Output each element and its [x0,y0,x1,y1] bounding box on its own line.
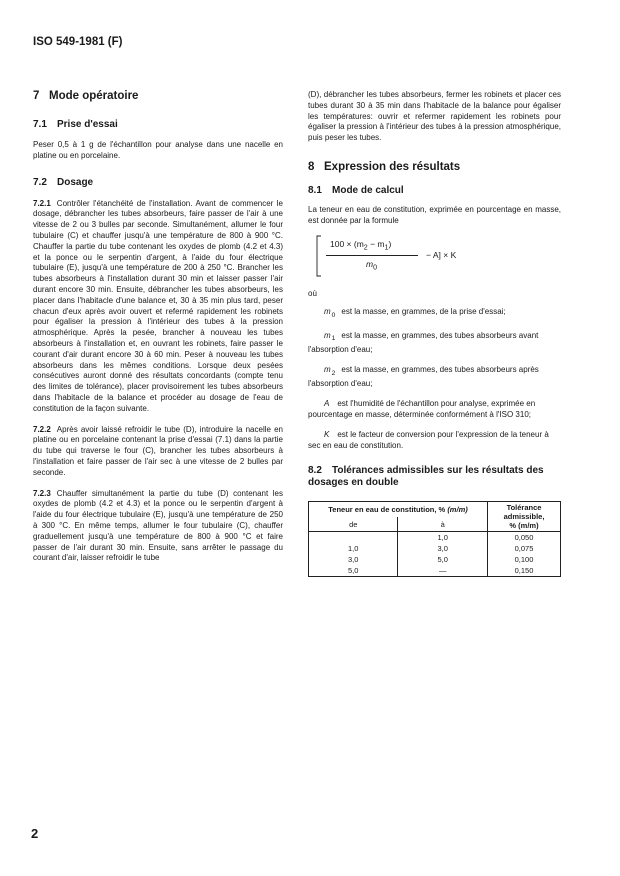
document-code: ISO 549-1981 (F) [33,36,123,48]
section-number: 8 [308,160,315,173]
formula-bracket-left [316,235,322,277]
section-8-2-heading [308,465,561,489]
section-title: Mode opératoire [49,90,139,102]
left-column [33,90,283,564]
section-number: 7.2 [33,176,47,188]
section-8-1-heading [308,185,561,196]
paragraph-8-1-intro: La teneur en eau de constitution, exprimée en pourcentage en masse, est donnée par la formule [308,204,561,225]
variable-symbol: K [324,429,330,439]
table-cell-tol: 0,100 [488,554,561,565]
table-row [309,543,561,554]
variable-definition [308,331,561,356]
header-teneur-unit: (m/m) [447,505,468,515]
header-teneur [309,502,488,517]
variable-symbol: m [324,307,331,317]
table-cell-de [309,532,398,544]
table-cell-tol: 0,075 [488,543,561,554]
formula-numerator [330,239,391,252]
variable-description: est l'humidité de l'échantillon pour analyse, exprimée en pourcentage en masse, déterminée conformément à l'ISO 310; [308,399,536,419]
table-cell-tol: 0,150 [488,565,561,577]
formula-minus: − m [367,238,385,249]
paragraph-text: Contrôler l'étanchéité de l'installation. Avant de commencer le dosage, débrancher les tubes absorbeurs, faire passer de l'air à une vitesse de 2 ou 3 bulles par seconde. Simultanément, allumer le four tubulaire (C) et chauffer jusqu'à une température de 800 à 900 °C. Chauffer la partie du tube contenant les oxydes de plomb (4.2 et 4.3) et la ponce ou le serpentin d'argent, à l'aide du four électrique tubulaire (E), jusqu'à une température de 200 à 250 °C. Brancher les tubes absorbeurs à l'installation durant 30 min et laisser passer l'air durant encore 30 min. Ensuite, débrancher les tubes absorbeurs, les placer dans l'habitacle d'une balance et, 30 à 35 min plus tard, peser chacun d'eux après avoir ouvert et refermé rapidement les robinets pour égaliser la pression à l'intérieur des tubes à la pression atmosphérique. Après la pesée, brancher à nouveau les tubes absorbeurs à l'installation et, en ouvrant les robinets, faire passer le courant d'air durant encore 30 à 60 min. Peser à nouveau les tubes absorbeurs dans les mêmes conditions. Lorsque deux pesées consécutives auront donné des résultats concordants (compte tenu des limites de tolérance), placer provisoirement les tubes absorbeurs dans l'habitacle de la balance et procéder au dosage de l'eau de constitution de la façon suivante. [33,198,283,413]
section-7-1-heading [33,119,283,130]
paragraph-7-2-1 [33,199,283,415]
variable-definition [308,307,561,321]
subheader-de: de [309,517,398,532]
variable-symbol: m [324,364,331,374]
section-title: Prise d'essai [57,119,118,130]
variable-description: est la masse, en grammes, des tubes absorbeurs avant l'absorption d'eau; [308,330,539,355]
paragraph-text: Après avoir laissé refroidir le tube (D), introduire la nacelle en platine ou en porcelaine contenant la prise d'essai (7.1) dans la partie du tube qui traverse le four (C), brancher les tubes absorbeurs à l'installation et faire passer de l'air sec à une vitesse de 2 bulles par seconde. [33,424,283,477]
variable-description: est le facteur de conversion pour l'expression de la teneur à sec en eau de constitution. [308,429,549,450]
section-number: 7 [33,90,40,102]
paragraph-7-2-3 [33,489,283,565]
table-cell-a: — [398,565,488,577]
section-7-2-heading [33,177,283,188]
section-number: 8.2 [308,465,322,477]
paragraph-7-2-3-continued: (D), débrancher les tubes absorbeurs, fermer les robinets et placer ces tubes durant 30 à 35 min dans l'habitacle de la balance pour égaliser les températures: ouvrir et refermer rapidement les robinets pour égaliser la pression à l'intérieur des tubes à la pression atmosphérique, puis peser les tubes. [308,90,561,143]
section-7-heading [33,90,283,102]
header-tolerance-text: Tolérance admissible, [503,503,545,522]
variable-definition [308,365,561,390]
header-tolerance [488,502,561,532]
ou-word: où [308,288,317,298]
paragraph-7-1: Peser 0,5 à 1 g de l'échantillon pour analyse dans une nacelle en platine ou en porcelaine. [33,140,283,160]
section-title: Mode de calcul [332,184,404,196]
table-row [309,565,561,577]
formula-sub0: 0 [373,263,378,272]
section-title: Expression des résultats [324,160,461,173]
tolerance-table [308,501,561,577]
paragraph-number: 7.2.2 [33,424,51,434]
variable-subscript: 1 [331,335,336,343]
variable-subscript: 2 [331,369,336,377]
formula-close: ) [388,238,392,249]
fraction-bar [326,255,418,256]
table-cell-de: 1,0 [309,543,398,554]
right-column [308,90,561,577]
variable-list [308,307,561,451]
formula-sub1: 1 [384,243,389,252]
header-tolerance-unit: % (m/m) [509,521,539,531]
formula-sub2: 2 [363,243,368,252]
section-title: Dosage [57,176,94,188]
variable-description: est la masse, en grammes, de la prise d'essai; [341,307,506,317]
variable-symbol: m [324,330,331,340]
section-title: Tolérances admissibles sur les résultats des dosages en double [308,465,544,489]
variable-definition [308,430,561,452]
table-row [309,532,561,544]
table-cell-de: 5,0 [309,565,398,577]
variable-subscript: 0 [331,311,336,319]
paragraph-number: 7.2.1 [33,198,51,208]
table-cell-a: 5,0 [398,554,488,565]
formula [308,235,561,279]
table-row [309,554,561,565]
paragraph-text: Chauffer simultanément la partie du tube (D) contenant les oxydes de plomb (4.2 et 4.3) et la ponce ou le serpentin d'argent à l'aide du four électrique tubulaire (E), jusqu'à une température de 250 à 300 °C. En même temps, allumer le four tubulaire (C), chauffer graduellement jusqu'à une température de 800 à 900 °C et faire passer de l'air durant 30 min. Ensuite, sans arrêter le passage du courant d'air, laisser refroidir le tube [33,488,283,563]
section-number: 7.1 [33,119,47,130]
page-number: 2 [31,826,39,841]
table-header-row [309,502,561,517]
formula-denominator [366,259,377,272]
variable-description: est la masse, en grammes, des tubes absorbeurs après l'absorption d'eau; [308,364,539,389]
header-teneur-text: Teneur en eau de constitution, % [328,505,446,515]
table-cell-de: 3,0 [309,554,398,565]
table-cell-a: 1,0 [398,532,488,544]
tolerance-table-body [309,532,561,577]
section-8-heading [308,161,561,173]
formula-tail: − A] × K [426,249,457,260]
variable-definition [308,399,561,421]
formula-num-text: 100 × (m [330,238,364,249]
table-cell-a: 3,0 [398,543,488,554]
variable-symbol: A [324,399,330,409]
section-number: 8.1 [308,184,322,196]
paragraph-7-2-2 [33,425,283,479]
formula-den: m [366,258,374,269]
paragraph-number: 7.2.3 [33,488,51,498]
table-cell-tol: 0,050 [488,532,561,544]
subheader-a: à [398,517,488,532]
